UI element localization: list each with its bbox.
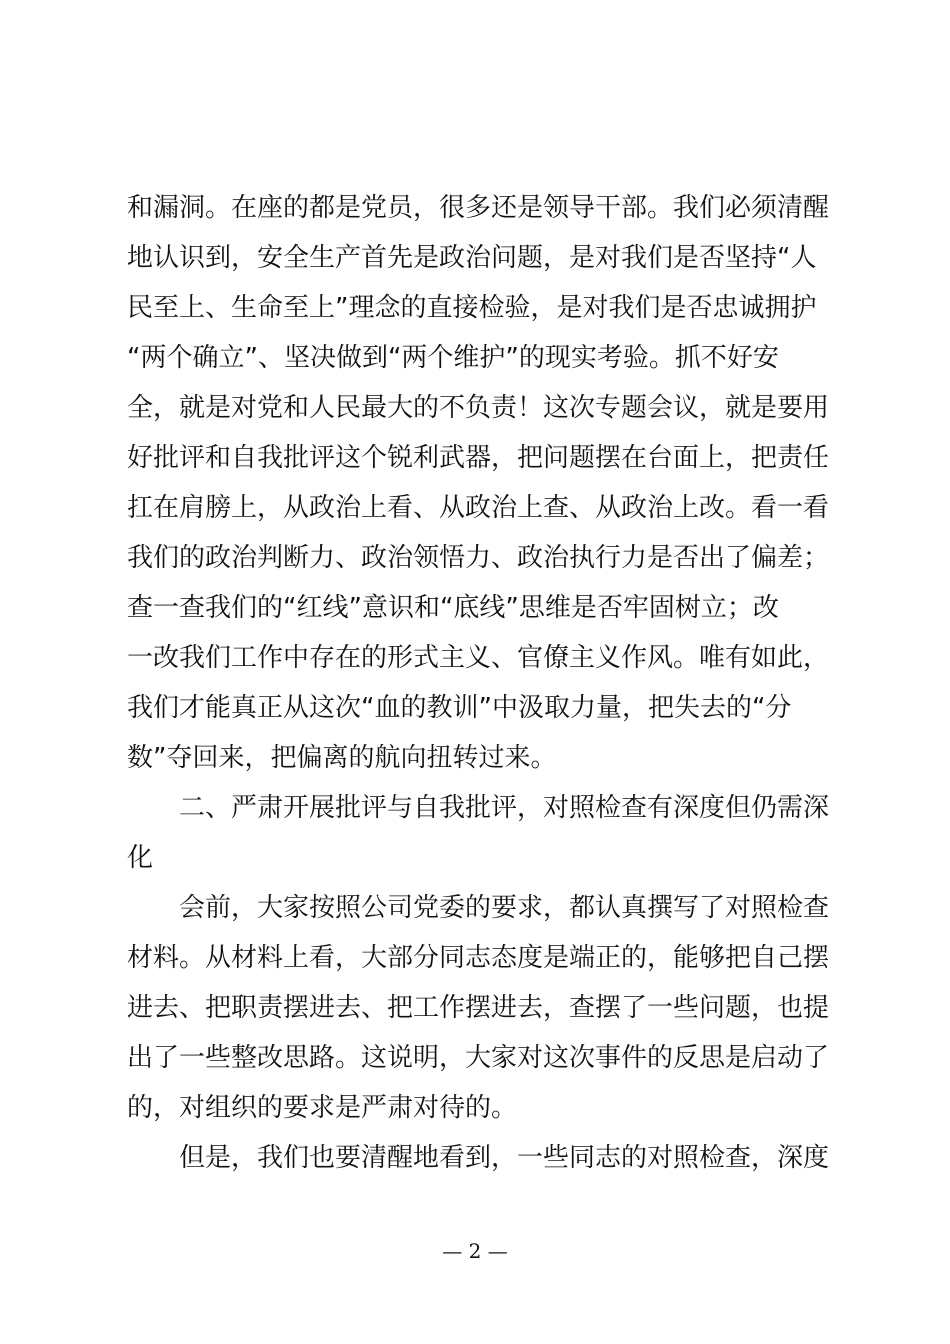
text-line: 但是，我们也要清醒地看到，一些同志的对照检查，深度 — [127, 1143, 830, 1173]
section-heading: 二、严肃开展批评与自我批评，对照检查有深度但仍需深 — [127, 793, 830, 823]
text-line: 的，对组织的要求是严肃对待的。 — [127, 1093, 518, 1123]
page-number: — 2 — — [442, 1239, 508, 1263]
text-line: 查一查我们的“红线”意识和“底线”思维是否牢固树立；改 — [127, 593, 779, 623]
text-line: 一改我们工作中存在的形式主义、官僚主义作风。唯有如此， — [127, 643, 830, 673]
section-heading: 化 — [127, 843, 154, 873]
text-line: 数”夺回来，把偏离的航向扭转过来。 — [127, 743, 557, 773]
text-line: 我们才能真正从这次“血的教训”中汲取力量，把失去的“分 — [127, 693, 792, 723]
text-line: 好批评和自我批评这个锐利武器，把问题摆在台面上，把责任 — [127, 443, 830, 473]
text-line: 全，就是对党和人民最大的不负责！这次专题会议，就是要用 — [127, 393, 830, 423]
text-line: 民至上、生命至上”理念的直接检验，是对我们是否忠诚拥护 — [127, 293, 817, 323]
body-text — [127, 183, 833, 1183]
text-line: 进去、把职责摆进去、把工作摆进去，查摆了一些问题，也提 — [127, 993, 830, 1023]
text-line: 材料。从材料上看，大部分同志态度是端正的，能够把自己摆 — [127, 943, 830, 973]
text-line: “两个确立”、坚决做到“两个维护”的现实考验。抓不好安 — [127, 343, 779, 373]
text-line: 我们的政治判断力、政治领悟力、政治执行力是否出了偏差； — [127, 543, 830, 573]
text-line: 扛在肩膀上，从政治上看、从政治上查、从政治上改。看一看 — [127, 493, 830, 523]
text-line: 和漏洞。在座的都是党员，很多还是领导干部。我们必须清醒 — [127, 193, 830, 223]
text-line: 会前，大家按照公司党委的要求，都认真撰写了对照检查 — [127, 893, 830, 923]
text-line: 出了一些整改思路。这说明，大家对这次事件的反思是启动了 — [127, 1043, 830, 1073]
text-line: 地认识到，安全生产首先是政治问题，是对我们是否坚持“人 — [127, 243, 817, 273]
